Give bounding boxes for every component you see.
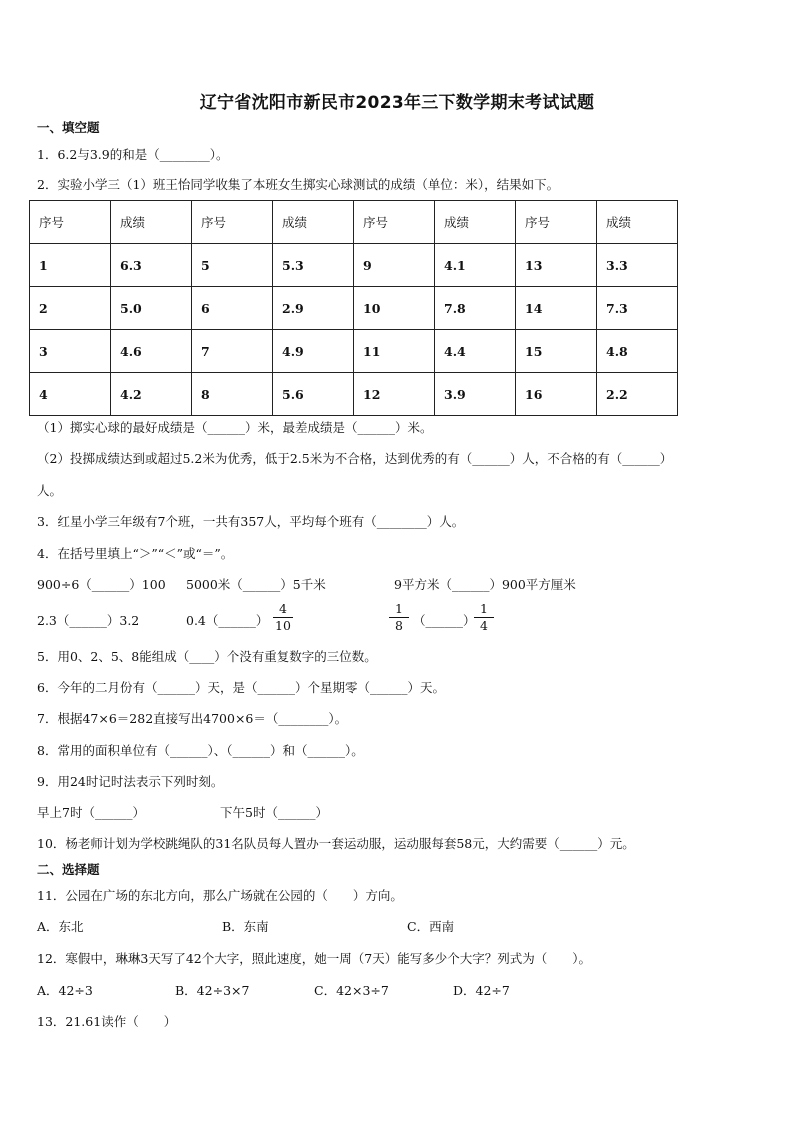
- table-cell: 4: [30, 373, 111, 416]
- question-3: 3．红星小学三年级有7个班，一共有357人，平均每个班有（________）人。: [37, 514, 465, 529]
- question-9: 9．用24时记时法表示下列时刻。: [37, 774, 224, 789]
- table-header-row: [30, 201, 678, 244]
- fraction-denominator: 4: [480, 618, 488, 633]
- fraction-numerator: 4: [279, 601, 287, 616]
- table-cell: 14: [516, 287, 597, 330]
- question-12-option-a: A．42÷3: [37, 983, 93, 998]
- fraction-denominator: 8: [395, 618, 403, 633]
- table-header-cell: 序号: [192, 201, 273, 244]
- table-cell: 3: [30, 330, 111, 373]
- question-12-option-c: C．42×3÷7: [314, 983, 389, 998]
- table-row: [30, 373, 678, 416]
- fraction-numerator: 1: [480, 601, 488, 616]
- table-cell: 5.6: [273, 373, 354, 416]
- table-cell: 13: [516, 244, 597, 287]
- table-row: [30, 330, 678, 373]
- table-cell: 4.4: [435, 330, 516, 373]
- section-heading-fill-in: 一、填空题: [37, 120, 100, 135]
- table-cell: 2: [30, 287, 111, 330]
- question-12-option-b: B．42÷3×7: [175, 983, 250, 998]
- question-4-item-5: 0.4（______）: [186, 613, 269, 628]
- question-12-option-d: D．42÷7: [453, 983, 510, 998]
- table-cell: 5.0: [111, 287, 192, 330]
- fraction-four-tenths: [273, 602, 293, 633]
- question-8: 8．常用的面积单位有（______）、（______）和（______）。: [37, 743, 364, 758]
- table-header-cell: 成绩: [273, 201, 354, 244]
- table-cell: 2.9: [273, 287, 354, 330]
- table-cell: 7.8: [435, 287, 516, 330]
- table-cell: 4.1: [435, 244, 516, 287]
- table-cell: 5: [192, 244, 273, 287]
- table-cell: 4.2: [111, 373, 192, 416]
- question-9-item-1: 早上7时（______）: [37, 805, 145, 820]
- question-2-part-2: （2）投掷成绩达到或超过5.2米为优秀，低于2.5米为不合格，达到优秀的有（______）人，不合格的有（______）: [37, 451, 673, 466]
- table-cell: 9: [354, 244, 435, 287]
- question-4: 4．在括号里填上“＞”“＜”或“＝”。: [37, 546, 234, 561]
- table-cell: 10: [354, 287, 435, 330]
- table-cell: 6: [192, 287, 273, 330]
- question-1: 1．6.2与3.9的和是（________）。: [37, 147, 229, 162]
- table-header-cell: 成绩: [597, 201, 678, 244]
- table-cell: 16: [516, 373, 597, 416]
- table-header-cell: 序号: [30, 201, 111, 244]
- question-11-option-c: C．西南: [407, 919, 455, 934]
- fraction-one-quarter: [474, 602, 494, 633]
- question-11-option-b: B．东南: [222, 919, 269, 934]
- question-13: 13．21.61读作（ ）: [37, 1014, 177, 1029]
- table-cell: 1: [30, 244, 111, 287]
- table-cell: 7.3: [597, 287, 678, 330]
- fraction-denominator: 10: [275, 618, 291, 633]
- question-2-part-2-end: 人。: [37, 483, 63, 498]
- question-6: 6．今年的二月份有（______）天，是（______）个星期零（______）天。: [37, 680, 445, 695]
- table-header-cell: 序号: [516, 201, 597, 244]
- question-4-item-4: 2.3（______）3.2: [37, 613, 140, 628]
- question-4-item-6-blank: （______）: [413, 613, 476, 628]
- table-cell: 8: [192, 373, 273, 416]
- table-cell: 4.6: [111, 330, 192, 373]
- question-10: 10．杨老师计划为学校跳绳队的31名队员每人置办一套运动服，运动服每套58元，大约需要（______）元。: [37, 836, 635, 851]
- question-7: 7．根据47×6＝282直接写出4700×6＝（________）。: [37, 711, 348, 726]
- table-cell: 12: [354, 373, 435, 416]
- table-cell: 2.2: [597, 373, 678, 416]
- table-cell: 11: [354, 330, 435, 373]
- question-5: 5．用0、2、5、8能组成（____）个没有重复数字的三位数。: [37, 649, 377, 664]
- fraction-one-eighth: [389, 602, 409, 633]
- question-4-item-2: 5000米（______）5千米: [186, 577, 326, 592]
- question-4-item-1: 900÷6（______）100: [37, 577, 166, 592]
- table-cell: 15: [516, 330, 597, 373]
- question-12: 12．寒假中，琳琳3天写了42个大字，照此速度，她一周（7天）能写多少个大字？列式为（ ）。: [37, 951, 591, 966]
- section-heading-choice: 二、选择题: [37, 862, 100, 877]
- table-header-cell: 序号: [354, 201, 435, 244]
- table-header-cell: 成绩: [111, 201, 192, 244]
- table-header-cell: 成绩: [435, 201, 516, 244]
- table-cell: 4.8: [597, 330, 678, 373]
- question-11: 11．公园在广场的东北方向，那么广场就在公园的（ ）方向。: [37, 888, 403, 903]
- score-table-body: [30, 201, 678, 416]
- table-cell: 5.3: [273, 244, 354, 287]
- question-2-part-1: （1）掷实心球的最好成绩是（______）米，最差成绩是（______）米。: [37, 420, 433, 435]
- score-table: [29, 200, 678, 416]
- table-cell: 3.3: [597, 244, 678, 287]
- table-row: [30, 287, 678, 330]
- table-cell: 6.3: [111, 244, 192, 287]
- table-cell: 4.9: [273, 330, 354, 373]
- fraction-numerator: 1: [395, 601, 403, 616]
- table-cell: 3.9: [435, 373, 516, 416]
- table-cell: 7: [192, 330, 273, 373]
- question-4-item-3: 9平方米（______）900平方厘米: [394, 577, 576, 592]
- question-9-item-2: 下午5时（______）: [220, 805, 328, 820]
- question-11-option-a: A．东北: [37, 919, 84, 934]
- page-title: 辽宁省沈阳市新民市2023年三下数学期末考试试题: [199, 93, 595, 113]
- question-2: 2．实验小学三（1）班王怡同学收集了本班女生掷实心球测试的成绩（单位：米），结果如下。: [37, 177, 560, 192]
- table-row: [30, 244, 678, 287]
